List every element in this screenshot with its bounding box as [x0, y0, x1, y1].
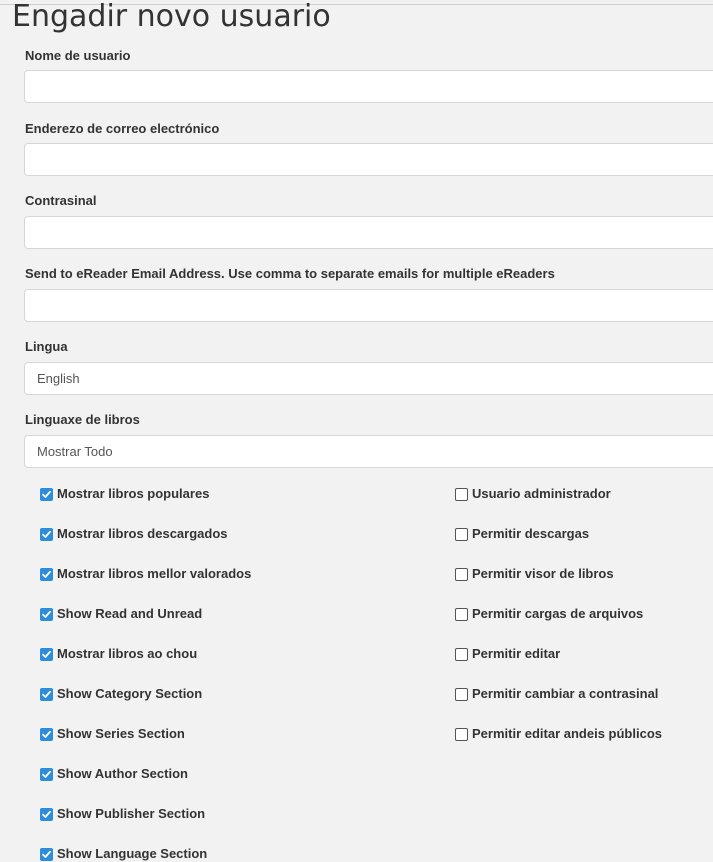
checkbox-label: Show Author Section	[57, 766, 188, 781]
checkbox-option-permitir-editar-andeis-publicos[interactable]	[455, 726, 662, 742]
checkbox-checked-icon[interactable]	[40, 848, 53, 861]
checkbox-unchecked-icon[interactable]	[455, 728, 468, 741]
checkbox-label: Show Publisher Section	[57, 806, 206, 821]
checkbox-option-mostrar-libros-ao-chou[interactable]	[40, 646, 197, 662]
checkbox-checked-icon[interactable]	[40, 808, 53, 821]
checkbox-checked-icon[interactable]	[40, 688, 53, 701]
checkbox-option-show-publisher-section[interactable]	[40, 806, 205, 822]
language-selected-value: English	[37, 371, 80, 386]
book-language-select[interactable]	[24, 435, 713, 468]
checkbox-option-permitir-cargas-de-arquivos[interactable]	[455, 606, 643, 622]
checkbox-label: Mostrar libros descargados	[57, 526, 228, 541]
checkbox-label: Usuario administrador	[472, 486, 611, 501]
checkbox-label: Permitir editar	[472, 646, 561, 661]
checkbox-option-mostrar-libros-mellor-valorados[interactable]	[40, 566, 251, 582]
checkbox-option-mostrar-libros-descargados[interactable]	[40, 526, 228, 542]
language-select[interactable]	[24, 362, 713, 395]
checkbox-checked-icon[interactable]	[40, 488, 53, 501]
email-input[interactable]	[24, 143, 713, 176]
checkbox-option-usuario-administrador[interactable]	[455, 486, 611, 502]
checkbox-label: Permitir cargas de arquivos	[472, 606, 644, 621]
ereader-email-input[interactable]	[24, 289, 713, 322]
checkbox-option-show-read-and-unread[interactable]	[40, 606, 202, 622]
checkbox-label: Mostrar libros populares	[57, 486, 210, 501]
checkbox-unchecked-icon[interactable]	[455, 608, 468, 621]
username-input[interactable]	[24, 70, 713, 103]
page-title: Engadir novo usuario	[12, 0, 331, 34]
checkbox-label: Permitir visor de libros	[472, 566, 614, 581]
checkbox-option-permitir-descargas[interactable]	[455, 526, 589, 542]
checkbox-label: Mostrar libros mellor valorados	[57, 566, 252, 581]
checkbox-checked-icon[interactable]	[40, 608, 53, 621]
checkbox-option-mostrar-libros-populares[interactable]	[40, 486, 209, 502]
checkbox-unchecked-icon[interactable]	[455, 688, 468, 701]
email-label: Enderezo de correo electrónico	[25, 121, 220, 136]
checkbox-checked-icon[interactable]	[40, 568, 53, 581]
checkbox-label: Permitir descargas	[472, 526, 590, 541]
checkbox-checked-icon[interactable]	[40, 768, 53, 781]
checkbox-checked-icon[interactable]	[40, 528, 53, 541]
checkbox-label: Show Language Section	[57, 846, 208, 861]
checkbox-label: Show Read and Unread	[57, 606, 203, 621]
checkbox-label: Permitir cambiar a contrasinal	[472, 686, 659, 701]
checkbox-option-show-category-section[interactable]	[40, 686, 202, 702]
ereader-email-label: Send to eReader Email Address. Use comma to separate emails for multiple eReaders	[25, 266, 555, 281]
username-label: Nome de usuario	[25, 48, 131, 63]
checkbox-label: Show Series Section	[57, 726, 185, 741]
checkbox-option-permitir-cambiar-a-contrasinal[interactable]	[455, 686, 658, 702]
checkbox-checked-icon[interactable]	[40, 728, 53, 741]
checkbox-checked-icon[interactable]	[40, 648, 53, 661]
password-label: Contrasinal	[25, 193, 97, 208]
checkbox-unchecked-icon[interactable]	[455, 648, 468, 661]
checkbox-option-show-author-section[interactable]	[40, 766, 188, 782]
checkbox-unchecked-icon[interactable]	[455, 488, 468, 501]
checkbox-label: Permitir editar andeis públicos	[472, 726, 662, 741]
checkbox-option-permitir-editar[interactable]	[455, 646, 560, 662]
checkbox-label: Mostrar libros ao chou	[57, 646, 198, 661]
checkbox-option-show-series-section[interactable]	[40, 726, 185, 742]
password-input[interactable]	[24, 216, 713, 249]
checkbox-unchecked-icon[interactable]	[455, 528, 468, 541]
language-label: Lingua	[25, 339, 68, 354]
checkbox-label: Show Category Section	[57, 686, 203, 701]
checkbox-unchecked-icon[interactable]	[455, 568, 468, 581]
checkbox-option-permitir-visor-de-libros[interactable]	[455, 566, 614, 582]
book-language-selected-value: Mostrar Todo	[37, 444, 113, 459]
book-language-label: Linguaxe de libros	[25, 412, 140, 427]
